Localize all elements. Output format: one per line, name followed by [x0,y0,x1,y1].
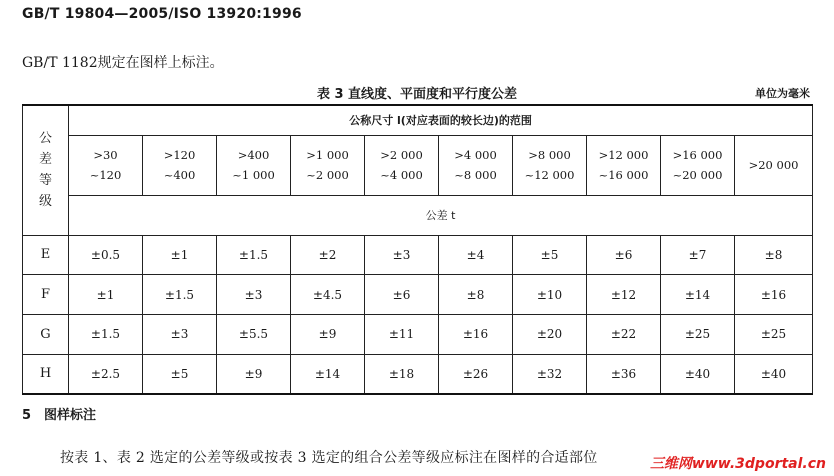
intro-text: GB/T 1182规定在图样上标注。 [22,55,224,71]
range-cell [217,135,291,195]
tolerance-cell: ±14 [661,275,735,315]
grade-cell: F [23,275,69,315]
tolerance-cell: ±8 [735,235,813,275]
range-upper: ~1 000 [232,168,275,182]
tolerance-cell: ±5 [513,235,587,275]
range-upper: ~12 000 [524,168,575,182]
section-title: 图样标注 [44,408,97,423]
table-row [23,315,813,355]
tolerance-cell: ±2.5 [69,354,143,394]
tolerance-label: 公差 t [69,195,813,235]
grade-cell: H [23,354,69,394]
tolerance-cell: ±7 [661,235,735,275]
range-lower: >400 [237,148,270,162]
tolerance-cell: ±1 [143,235,217,275]
tolerance-cell: ±1.5 [217,235,291,275]
grade-header [23,105,69,235]
grade-header-char: 公 [38,131,52,147]
section-heading [22,404,96,423]
range-lower: >20 000 [748,158,799,172]
tolerance-cell: ±3 [217,275,291,315]
tolerance-cell: ±40 [661,354,735,394]
tolerance-cell: ±26 [439,354,513,394]
range-cell [143,135,217,195]
grade-header-char: 级 [38,194,52,210]
tolerance-cell: ±32 [513,354,587,394]
tolerance-cell: ±4.5 [291,275,365,315]
range-cell [661,135,735,195]
body-paragraph: 按表 1、表 2 选定的公差等级或按表 3 选定的组合公差等级应标注在图样的合适部位 [60,450,598,466]
table-row [23,275,813,315]
grade-cell: G [23,315,69,355]
tolerance-table [22,104,813,395]
tolerance-cell: ±5.5 [217,315,291,355]
range-lower: >12 000 [598,148,649,162]
tolerance-cell: ±0.5 [69,235,143,275]
range-upper: ~16 000 [598,168,649,182]
tolerance-cell: ±3 [365,235,439,275]
tolerance-cell: ±11 [365,315,439,355]
section-number: 5 [22,408,32,423]
range-lower: >120 [163,148,196,162]
range-header: 公称尺寸 l(对应表面的较长边)的范围 [69,105,813,135]
range-cell [587,135,661,195]
tolerance-cell: ±16 [735,275,813,315]
tolerance-cell: ±22 [587,315,661,355]
range-lower: >30 [93,148,118,162]
document-header: GB/T 19804—2005/ISO 13920:1996 [22,6,302,22]
table-row [23,235,813,275]
range-lower: >8 000 [528,148,571,162]
tolerance-cell: ±2 [291,235,365,275]
grade-cell: E [23,235,69,275]
table-row [23,354,813,394]
range-upper: ~400 [163,168,196,182]
range-cell [365,135,439,195]
tolerance-cell: ±5 [143,354,217,394]
range-cell [439,135,513,195]
range-upper: ~20 000 [672,168,723,182]
range-lower: >4 000 [454,148,497,162]
tolerance-cell: ±12 [587,275,661,315]
tolerance-cell: ±25 [661,315,735,355]
tolerance-cell: ±14 [291,354,365,394]
tolerance-cell: ±20 [513,315,587,355]
table-title: 表 3 直线度、平面度和平行度公差 [316,87,518,102]
tolerance-cell: ±1.5 [143,275,217,315]
tolerance-cell: ±10 [513,275,587,315]
grade-header-char: 等 [38,173,52,189]
range-upper: ~4 000 [380,168,423,182]
range-cell [735,135,813,195]
range-lower: >2 000 [380,148,423,162]
tolerance-cell: ±18 [365,354,439,394]
unit-label: 单位为毫米 [755,87,810,100]
tolerance-cell: ±3 [143,315,217,355]
tolerance-cell: ±9 [217,354,291,394]
tolerance-cell: ±25 [735,315,813,355]
tolerance-cell: ±8 [439,275,513,315]
watermark-logo: 三维网www.3dportal.cn [648,453,828,473]
tolerance-cell: ±1.5 [69,315,143,355]
tolerance-cell: ±1 [69,275,143,315]
grade-header-char: 差 [38,152,52,168]
tolerance-cell: ±16 [439,315,513,355]
tolerance-cell: ±9 [291,315,365,355]
tolerance-cell: ±40 [735,354,813,394]
tolerance-cell: ±6 [365,275,439,315]
range-cell [513,135,587,195]
range-lower: >1 000 [306,148,349,162]
range-cell [291,135,365,195]
range-upper: ~2 000 [306,168,349,182]
range-lower: >16 000 [672,148,723,162]
range-upper: ~8 000 [454,168,497,182]
range-upper: ~120 [89,168,122,182]
tolerance-cell: ±6 [587,235,661,275]
tolerance-cell: ±4 [439,235,513,275]
tolerance-cell: ±36 [587,354,661,394]
range-cell [69,135,143,195]
